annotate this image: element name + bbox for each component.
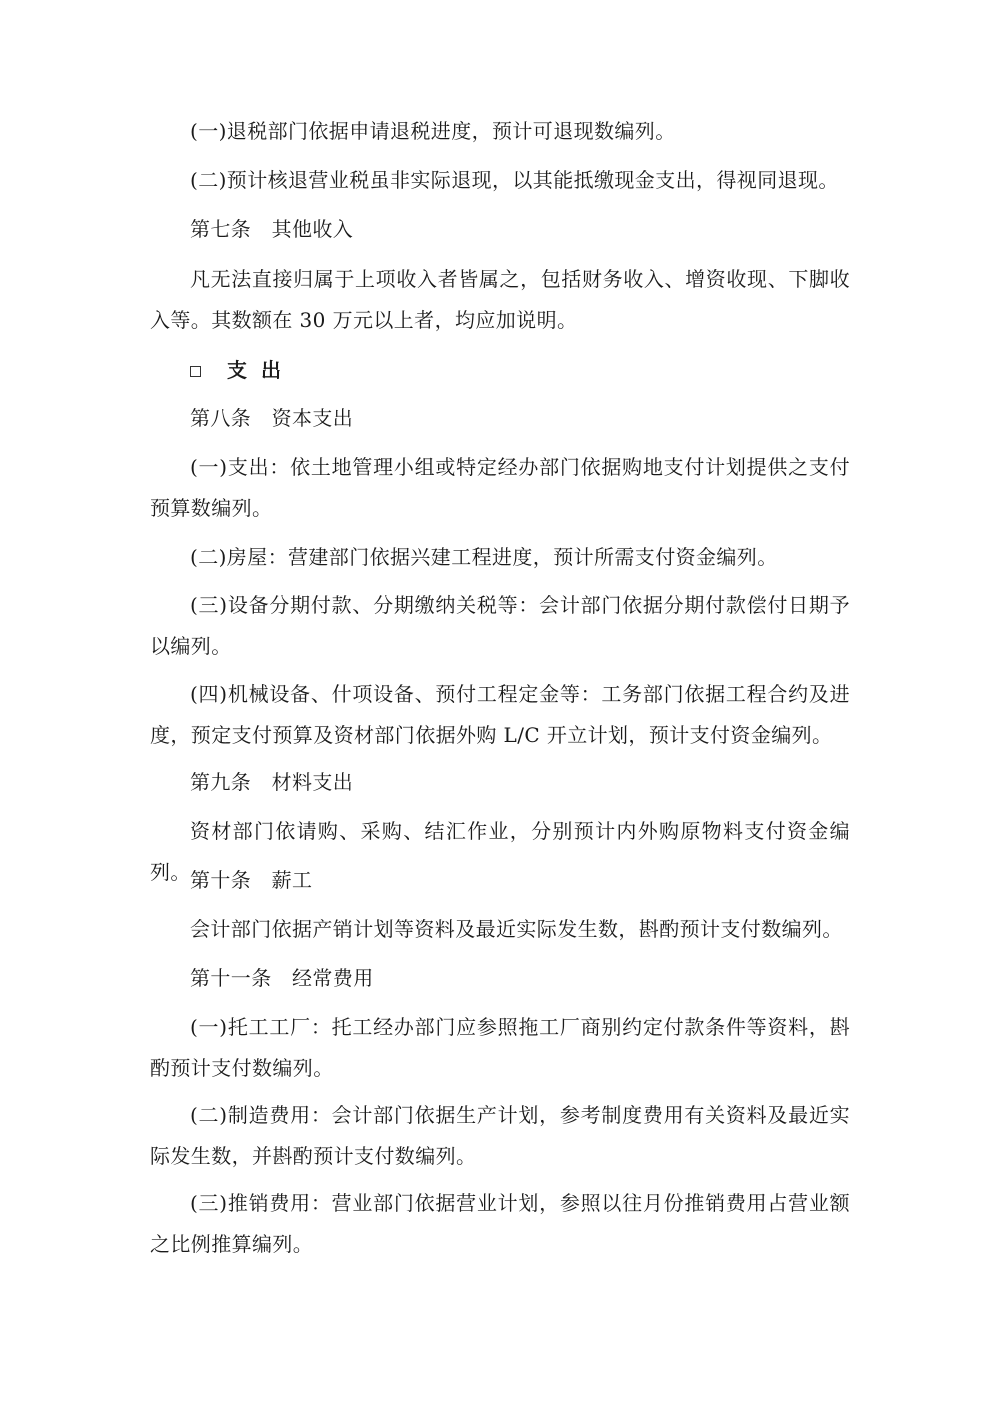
paragraph-expense-2: (二)制造费用：会计部门依据生产计划，参考制度费用有关资料及最近实际发生数，并斟酌预计支付数编列。 xyxy=(150,1103,850,1168)
section-heading-expenditure xyxy=(190,350,295,391)
paragraph-wages: 会计部门依据产销计划等资料及最近实际发生数，斟酌预计支付数编列。 xyxy=(190,917,843,941)
paragraph-capital-4: (四)机械设备、什项设备、预付工程定金等：工务部门依据工程合约及进度，预定支付预算及资材部门依据外购 L/C 开立计划，预计支付资金编列。 xyxy=(150,682,850,747)
square-bullet-icon xyxy=(190,366,201,377)
article-8-heading: 第八条 资本支出 xyxy=(190,406,354,430)
paragraph-expense-3: (三)推销费用：营业部门依据营业计划，参照以往月份推销费用占营业额之比例推算编列。 xyxy=(150,1191,850,1256)
article-9-heading: 第九条 材料支出 xyxy=(190,770,354,794)
article-11-heading: 第十一条 经常费用 xyxy=(190,966,374,990)
article-7-heading: 第七条 其他收入 xyxy=(190,217,354,241)
paragraph-other-income: 凡无法直接归属于上项收入者皆属之，包括财务收入、增资收现、下脚收入等。其数额在 30 万元以上者，均应加说明。 xyxy=(150,267,850,332)
section-heading-text: 支出 xyxy=(227,358,295,382)
article-10-heading: 第十条 薪工 xyxy=(190,868,313,892)
paragraph-expense-1: (一)托工工厂：托工经办部门应参照拖工厂商别约定付款条件等资料，斟酌预计支付数编列。 xyxy=(150,1015,850,1080)
paragraph-refund-1: (一)退税部门依据申请退税进度，预计可退现数编列。 xyxy=(190,119,676,143)
paragraph-refund-2: (二)预计核退营业税虽非实际退现，以其能抵缴现金支出，得视同退现。 xyxy=(190,168,839,192)
paragraph-capital-1: (一)支出：依土地管理小组或特定经办部门依据购地支付计划提供之支付预算数编列。 xyxy=(150,455,850,520)
paragraph-capital-3: (三)设备分期付款、分期缴纳关税等：会计部门依据分期付款偿付日期予以编列。 xyxy=(150,593,850,658)
paragraph-capital-2: (二)房屋：营建部门依据兴建工程进度，预计所需支付资金编列。 xyxy=(190,545,778,569)
paragraph-materials: 资材部门依请购、采购、结汇作业，分别预计内外购原物料支付资金编列。 xyxy=(150,819,850,884)
